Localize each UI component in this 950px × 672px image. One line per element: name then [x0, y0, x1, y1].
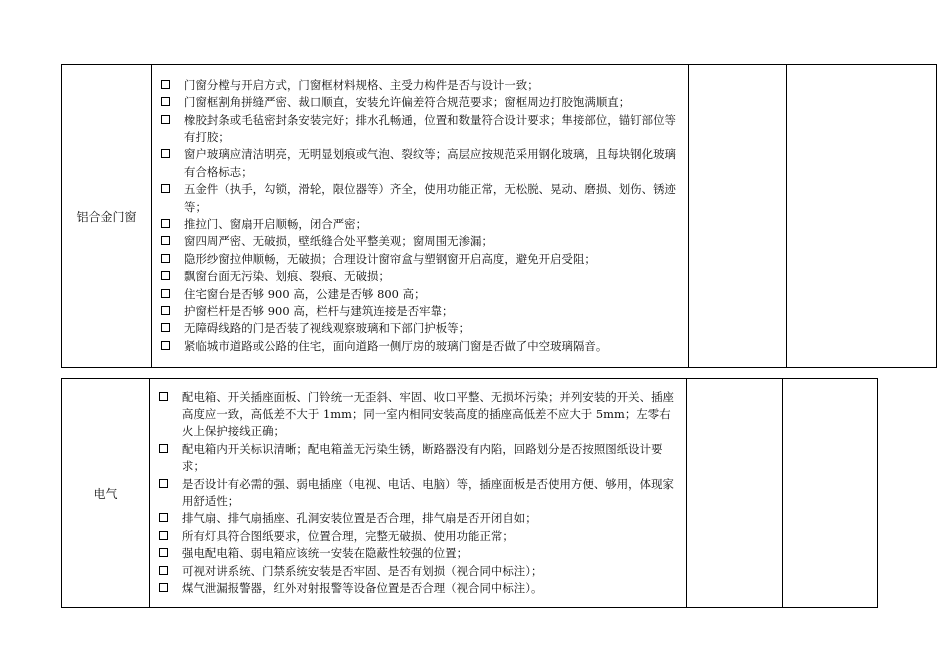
checklist-item-text: 所有灯具符合图纸要求，位置合理，完整无破损、使用功能正常； — [182, 528, 514, 543]
checkbox-icon[interactable] — [159, 566, 168, 575]
checkbox-icon[interactable] — [159, 548, 168, 557]
checklist-item-text: 住宅窗台是否够 900 高，公建是否够 800 高； — [184, 286, 426, 301]
checklist-item-text: 橡胶封条或毛毡密封条安装完好；排水孔畅通，位置和数量符合设计要求；隼接部位，锚钉部位等有打胶； — [184, 112, 676, 144]
checklist-item[interactable] — [158, 528, 682, 545]
checklist-item-text: 煤气泄漏报警器，红外对射报警等设备位置是否合理（视合同中标注）。 — [182, 581, 543, 596]
checkbox-icon[interactable] — [161, 306, 170, 315]
checklist-item-text: 配电箱、开关插座面板、门铃统一无歪斜、牢固、收口平整、无损坏污染；并列安装的开关、插座高度应一致，高低差不大于 1mm；同一室内相同安装高度的插座高低差不应大于 5mm；左零右火上保护接线正确； — [182, 389, 674, 439]
category-cell — [62, 65, 152, 368]
checklist-item-text: 紧临城市道路或公路的住宅，面向道路一侧厅房的玻璃门窗是否做了中空玻璃隔音。 — [184, 338, 608, 353]
checkbox-icon[interactable] — [159, 513, 168, 522]
checklist-item[interactable] — [158, 389, 682, 441]
aluminum-window-section-table — [61, 64, 937, 368]
category-label: 铝合金门窗 — [76, 209, 137, 224]
checklist-cell — [150, 379, 687, 608]
checklist-item-text: 窗四周严密、无破损，壁纸缝合处平整美观；窗周围无渗漏； — [184, 234, 493, 249]
checkbox-icon[interactable] — [161, 289, 170, 298]
checkbox-icon[interactable] — [161, 219, 170, 228]
empty-cell — [689, 65, 787, 368]
checklist-item[interactable] — [160, 286, 684, 303]
checklist-item[interactable] — [160, 77, 684, 94]
checkbox-icon[interactable] — [161, 236, 170, 245]
checklist-item[interactable] — [160, 216, 684, 233]
checklist-item[interactable] — [160, 181, 684, 216]
checklist-item[interactable] — [160, 233, 684, 250]
checklist-item[interactable] — [160, 146, 684, 181]
checkbox-icon[interactable] — [161, 184, 170, 193]
checklist-item[interactable] — [158, 563, 682, 580]
checklist-item-text: 门窗分樘与开启方式，门窗框材料规格、主受力构件是否与设计一致； — [184, 77, 539, 92]
checklist-item[interactable] — [160, 303, 684, 320]
checklist-item-text: 窗户玻璃应清洁明亮，无明显划痕或气泡、裂纹等；高层应按规范采用钢化玻璃，且每块钢化玻璃有合格标志； — [184, 147, 676, 179]
checklist-item-text: 推拉门、窗扇开启顺畅，闭合严密； — [184, 217, 368, 231]
checklist-item-text: 五金件（执手，勾锁，滑轮，限位器等）齐全，使用功能正常，无松脱、晃动、磨损、划伤、锈迹等； — [184, 182, 676, 214]
category-label: 电气 — [93, 486, 118, 501]
checklist-item-text: 隐形纱窗拉伸顺畅，无破损；合理设计窗帘盒与塑钢窗开启高度，避免开启受阻； — [184, 251, 596, 266]
checklist-item-text: 护窗栏杆是否够 900 高，栏杆与建筑连接是否牢靠； — [184, 304, 454, 319]
electrical-section-table — [61, 378, 878, 608]
checklist-item-text: 排气扇、排气扇插座、孔洞安装位置是否合理，排气扇是否开闭自如； — [182, 511, 537, 526]
checklist-item[interactable] — [158, 545, 682, 562]
checkbox-icon[interactable] — [159, 479, 168, 488]
checklist-cell — [152, 65, 689, 368]
checklist-item-text: 可视对讲系统、门禁系统安装是否牢固、是否有划损（视合同中标注）； — [182, 563, 543, 578]
checklist-item[interactable] — [160, 112, 684, 147]
checklist-item-text: 强电配电箱、弱电箱应该统一安装在隐蔽性较强的位置； — [182, 546, 469, 561]
table-row — [62, 65, 937, 368]
checklist-item-text: 配电箱内开关标识清晰；配电箱盖无污染生锈，断路器没有内陷，回路划分是否按照图纸设计要求； — [182, 441, 663, 474]
checkbox-icon[interactable] — [161, 271, 170, 280]
checkbox-icon[interactable] — [159, 531, 168, 540]
checkbox-icon[interactable] — [159, 392, 168, 401]
checklist-item[interactable] — [160, 268, 684, 285]
checkbox-icon[interactable] — [161, 254, 170, 263]
checklist-item-text: 无障碍线路的门是否装了视线观察玻璃和下部门护板等； — [184, 321, 471, 336]
checkbox-icon[interactable] — [161, 323, 170, 332]
checklist-item[interactable] — [160, 251, 684, 268]
checklist-item[interactable] — [158, 476, 682, 511]
checkbox-icon[interactable] — [161, 149, 170, 158]
checklist-item[interactable] — [158, 510, 682, 527]
empty-cell — [783, 379, 878, 608]
checklist-item[interactable] — [160, 338, 684, 355]
table-row — [62, 379, 878, 608]
empty-cell — [787, 65, 937, 368]
checkbox-icon[interactable] — [161, 341, 170, 350]
empty-cell — [687, 379, 783, 608]
checklist-item-text: 飘窗台面无污染、划痕、裂痕、无破损； — [184, 269, 390, 284]
checkbox-icon[interactable] — [161, 97, 170, 106]
checklist-item[interactable] — [158, 441, 682, 476]
checklist-item[interactable] — [158, 580, 682, 597]
checkbox-icon[interactable] — [159, 444, 168, 453]
checkbox-icon[interactable] — [159, 583, 168, 592]
checklist-item[interactable] — [160, 320, 684, 337]
checklist-item-text: 门窗框割角拼缝严密、裁口顺直，安装允许偏差符合规范要求；窗框周边打胶饱满顺直； — [184, 95, 631, 110]
checklist-item[interactable] — [160, 94, 684, 111]
checkbox-icon[interactable] — [161, 115, 170, 124]
checklist-item-text: 是否设计有必需的强、弱电插座（电视、电话、电脑）等，插座面板是否使用方便、够用，体现家用舒适性； — [182, 476, 674, 508]
category-cell — [62, 379, 150, 608]
checkbox-icon[interactable] — [161, 80, 170, 89]
